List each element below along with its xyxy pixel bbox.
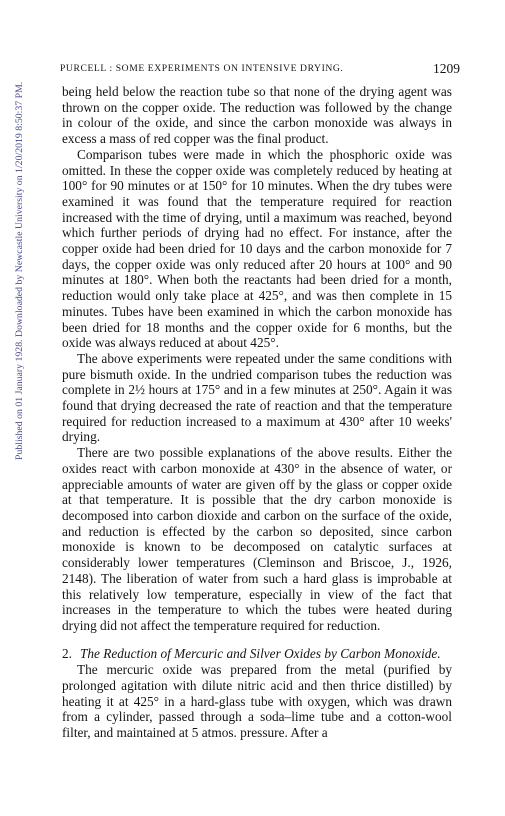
download-watermark: Published on 01 January 1928. Downloaded by Newcastle University on 1/20/2019 8:50:37 PM. [14,81,25,460]
paragraph: being held below the reaction tube so that none of the drying agent was thrown on the copper oxide. The reduction was followed by the change in colour of the oxide, and since the carbon monoxide was always in excess a mass of red copper was the final product. [62,84,452,147]
running-title: PURCELL : SOME EXPERIMENTS ON INTENSIVE DRYING. [60,63,344,74]
section-title: The Reduction of Mercuric and Silver Oxides by Carbon Monoxide. [79,645,441,661]
section-number: 2. [62,645,72,661]
page-number: 1209 [433,61,460,76]
paragraph: There are two possible explanations of the above results. Either the oxides react with carbon monoxide at 430° in the absence of water, or appreciable amounts of water are given off by the glass or copper oxide at that temperature. It is possible that the dry carbon monoxide is decomposed into carbon dioxide and carbon on the surface of the oxide, and reduction is effected by the carbon so deposited, since carbon monoxide is known to be decomposed on catalytic surfaces at considerably lower temperatures (Cleminson and Briscoe, J., 1926, 2148). The liberation of water from such a hard glass is improbable at this relatively low temperature, especially in view of the fact that increases in the temperature to which the tubes were heated during drying did not affect the temperature required for reduction. [62,445,452,633]
article-body [62,84,452,741]
paragraph: The mercuric oxide was prepared from the metal (purified by prolonged agitation with dilute nitric acid and then thrice distilled) by heating it at 425° in a hard-glass tube with oxygen, which was drawn from a cylinder, passed through a soda–lime tube and a cotton-wool filter, and maintained at 5 atmos. pressure. After a [62,662,452,741]
paragraph: Comparison tubes were made in which the phosphoric oxide was omitted. In these the copper oxide was completely reduced by heating at 100° for 90 minutes or at 150° for 10 minutes. When the dry tubes were examined it was found that the temperature required for reaction increased with the time of drying, until a maximum was reached, beyond which further periods of drying had no effect. For instance, after the copper oxide had been dried for 10 days and the carbon monoxide for 7 days, the copper oxide was only reduced after 20 hours at 100° and 90 minutes at 180°. When both the reactants had been dried for a month, reduction would only take place at 425°, and was then complete in 15 minutes. Tubes have been examined in which the carbon monoxide has been dried for 18 months and the copper oxide for 6 months, but the oxide was always reduced at about 425°. [62,146,452,351]
paragraph: The above experiments were repeated under the same conditions with pure bismuth oxide. In the undried comparison tubes the reduction was complete in 2½ hours at 175° and in a few minutes at 250°. Again it was found that drying decreased the rate of reaction and that the temperature required for reduction increased to a maximum at 430° after 10 weeks' drying. [62,350,452,445]
section-heading [62,646,452,662]
running-header [60,63,460,74]
